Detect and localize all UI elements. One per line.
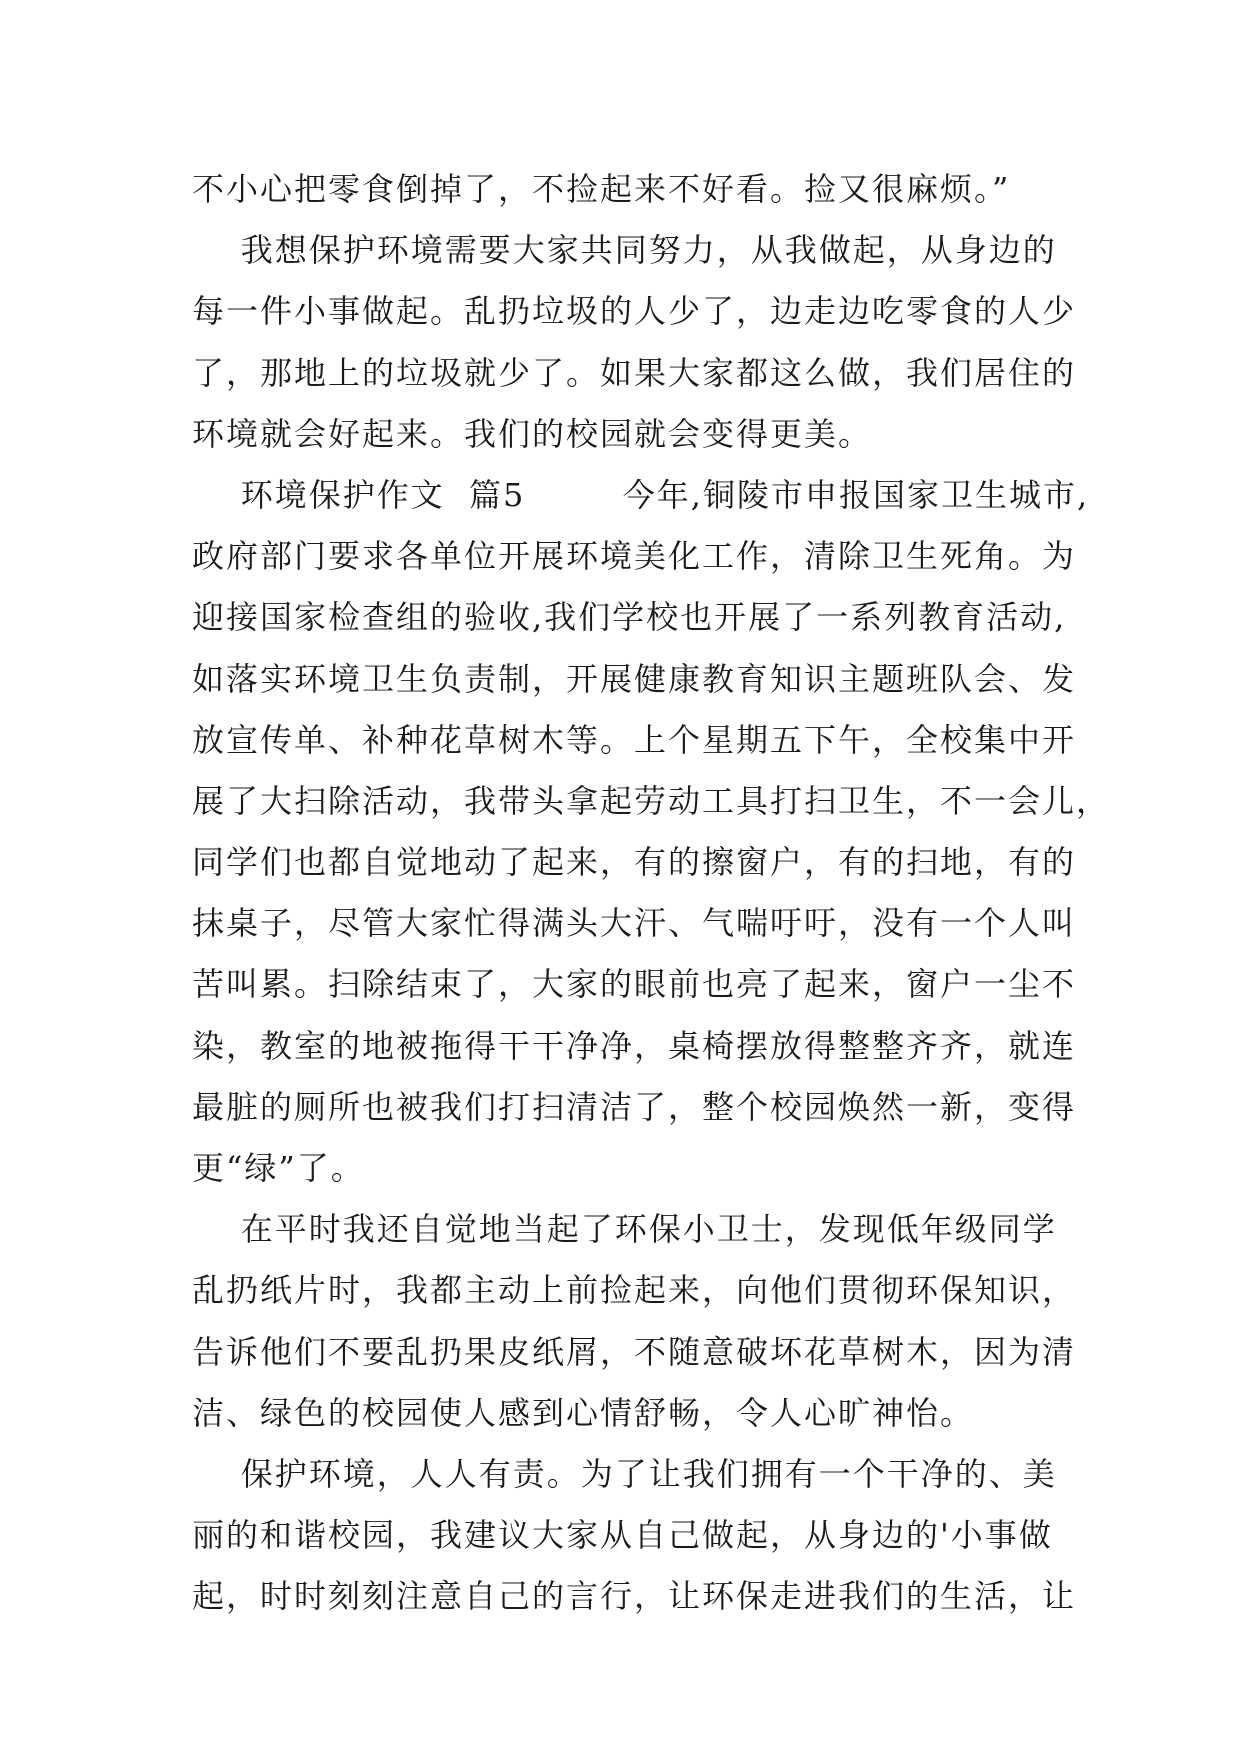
text-line: 更“绿”了。: [192, 1149, 365, 1187]
text-line: 洁、绿色的校园使人感到心情舒畅，令人心旷神怡。: [192, 1393, 975, 1432]
text-line: 放宣传单、补种花草树木等。上个星期五下午，全校集中开: [192, 720, 1077, 759]
text-line: 不小心把零食倒掉了，不捡起来不好看。捡又很麻烦。”: [192, 170, 1011, 208]
text-line: 最脏的厕所也被我们打扫清洁了，整个校园焕然一新，变得: [192, 1087, 1077, 1126]
text-line: 如落实环境卫生负责制，开展健康教育知识主题班队会、发: [192, 659, 1077, 698]
text-line: 迎接国家检查组的验收,我们学校也开展了一系列教育活动,: [192, 598, 1067, 637]
text-line: 在平时我还自觉地当起了环保小卫士，发现低年级同学: [192, 1210, 1057, 1249]
text-line: 告诉他们不要乱扔果皮纸屑，不随意破坏花草树木，因为清: [192, 1332, 1077, 1371]
text-line: 每一件小事做起。乱扔垃圾的人少了，边走边吃零食的人少: [192, 292, 1077, 331]
text-line: 丽的和谐校园，我建议大家从自己做起，从身边的'小事做: [192, 1516, 1053, 1555]
text-line: 染，教室的地被拖得干干净净，桌椅摆放得整整齐齐，就连: [192, 1026, 1077, 1065]
text-line: 政府部门要求各单位开展环境美化工作，清除卫生死角。为: [192, 537, 1077, 576]
text-line: 我想保护环境需要大家共同努力，从我做起，从身边的: [192, 231, 1057, 270]
text-line: 抹桌子，尽管大家忙得满头大汗、气喘吁吁，没有一个人叫: [192, 904, 1077, 943]
text-line: 苦叫累。扫除结束了，大家的眼前也亮了起来，窗户一尘不: [192, 965, 1077, 1004]
section-heading-line: 环境保护作文 篇5 今年,铜陵市申报国家卫生城市,: [192, 475, 1090, 514]
body-text: [192, 159, 1111, 1628]
text-line: 展了大扫除活动，我带头拿起劳动工具打扫卫生，不一会儿，: [192, 781, 1111, 820]
text-line: 乱扔纸片时，我都主动上前捡起来，向他们贯彻环保知识，: [192, 1271, 1077, 1310]
text-line: 保护环境，人人有责。为了让我们拥有一个干净的、美: [192, 1454, 1057, 1493]
text-line: 环境就会好起来。我们的校园就会变得更美。: [192, 414, 873, 453]
text-line: 同学们也都自觉地动了起来，有的擦窗户，有的扫地，有的: [192, 843, 1077, 882]
text-line: 起，时时刻刻注意自己的言行，让环保走进我们的生活，让: [192, 1577, 1077, 1616]
text-line: 了，那地上的垃圾就少了。如果大家都这么做，我们居住的: [192, 353, 1077, 392]
